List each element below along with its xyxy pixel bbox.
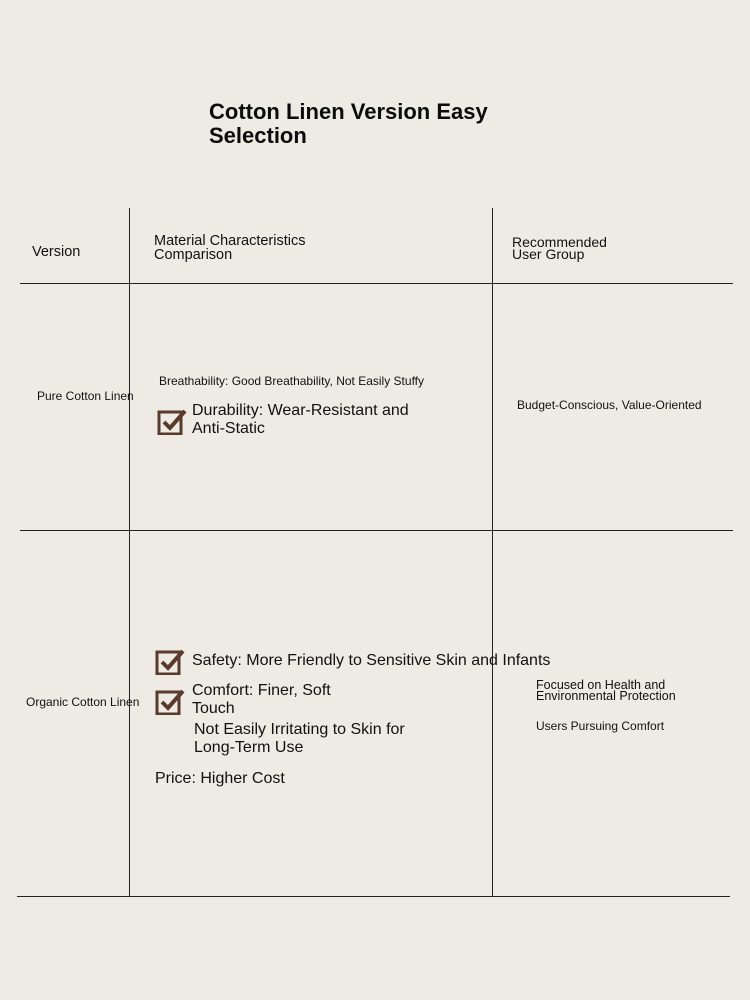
row-1-recommended-users: Budget-Conscious, Value-Oriented [517, 398, 702, 412]
row-divider [20, 530, 733, 531]
row-2-recommended-users-health: Focused on Health and Environmental Protection [536, 678, 676, 703]
checkbox-checked-icon [155, 647, 185, 675]
checkbox-checked-icon [155, 687, 185, 715]
row-1-durability: Durability: Wear-Resistant and Anti-Static [192, 402, 409, 437]
header-row-divider [20, 283, 733, 284]
row-2-recommended-users-comfort: Users Pursuing Comfort [536, 719, 665, 733]
row-2-version: Organic Cotton Linen [26, 695, 140, 709]
row-2-price: Price: Higher Cost [155, 770, 285, 787]
row-2-comfort-note: Not Easily Irritating to Skin for Long-Term Use [194, 721, 405, 756]
row-1-breathability: Breathability: Good Breathability, Not Easily Stuffy [159, 374, 425, 388]
column-divider-1 [129, 208, 130, 896]
header-version: Version [32, 244, 81, 260]
checkbox-checked-icon [157, 407, 187, 435]
page-title: Cotton Linen Version Easy Selection [209, 99, 488, 148]
row-2-safety: Safety: More Friendly to Sensitive Skin and Infants [192, 652, 551, 669]
column-divider-2 [492, 208, 493, 896]
row-1-version: Pure Cotton Linen [37, 389, 134, 403]
header-material-characteristics: Material Characteristics Comparison [154, 233, 306, 263]
row-2-comfort: Comfort: Finer, Soft Touch [192, 682, 331, 717]
header-recommended-user-group: Recommended User Group [512, 234, 607, 262]
table-bottom-border [17, 896, 730, 897]
